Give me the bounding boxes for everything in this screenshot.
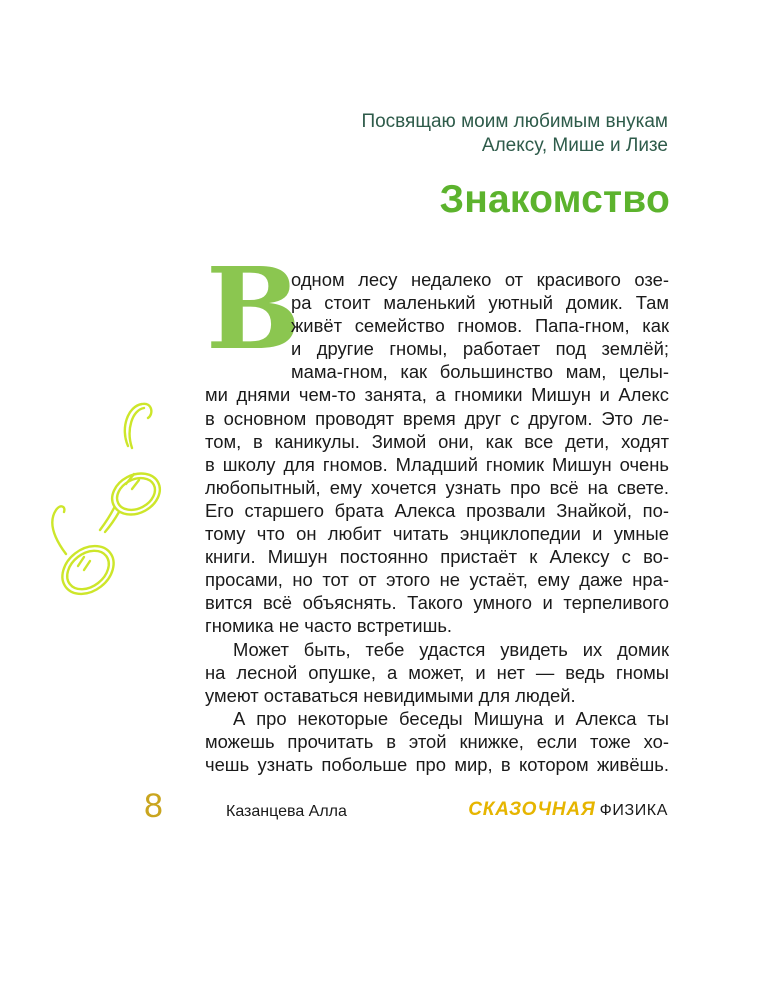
body-line: ми днями чем-то занята, а гномики Мишун и Алекс xyxy=(205,384,669,406)
body-line: книги. Мишун постоянно пристаёт к Алексу с во- xyxy=(205,546,669,568)
body-text xyxy=(205,268,669,776)
body-line: тому что он любит читать энциклопедии и умные xyxy=(205,523,669,545)
body-line: том, в каникулы. Зимой они, как все дети, ходят xyxy=(205,430,669,452)
body-line: любопытный, ему хочется узнать про всё на свете. xyxy=(205,476,669,498)
body-line: умеют оставаться невидимыми для людей. xyxy=(205,684,576,706)
glasses-icon xyxy=(40,398,180,623)
series-title-main: ФИЗИКА xyxy=(599,802,668,819)
body-line: Может быть, тебе удастся увидеть их домик xyxy=(233,638,669,660)
body-line: одном лесу недалеко от красивого озе- xyxy=(291,269,669,290)
page-number: 8 xyxy=(144,787,163,825)
body-line: ра стоит маленький уютный домик. Там xyxy=(291,292,669,314)
body-line: можешь прочитать в этой книжке, если тоже хо- xyxy=(205,730,669,752)
dedication xyxy=(361,110,668,158)
body-line: Его старшего брата Алекса прозвали Знайкой, по- xyxy=(205,499,669,521)
body-line: просами, но тот от этого не устаёт, ему даже нра- xyxy=(205,569,669,591)
dedication-line-2: Алексу, Мише и Лизе xyxy=(481,135,668,156)
body-line: чешь узнать побольше про мир, в котором живёшь. xyxy=(205,753,669,775)
dedication-line-1: Посвящаю моим любимым внукам xyxy=(361,111,668,132)
chapter-title: Знакомство xyxy=(439,178,670,221)
drop-cap: В xyxy=(206,244,301,375)
body-line: А про некоторые беседы Мишуна и Алекса ты xyxy=(233,707,669,729)
body-line: в школу для гномов. Младший гномик Мишун очень xyxy=(205,453,669,475)
body-line: мама-гном, как большинство мам, целы- xyxy=(291,361,669,383)
body-line: на лесной опушке, а может, и нет — ведь гномы xyxy=(205,661,669,683)
body-line: гномика не часто встретишь. xyxy=(205,615,453,637)
series-title-accent: СКАЗОЧНАЯ xyxy=(468,799,596,820)
body-line: и другие гномы, работает под землёй; xyxy=(291,338,669,360)
body-line: живёт семейство гномов. Папа-гном, как xyxy=(291,315,669,337)
body-line: вится всё объяснять. Такого умного и терпеливого xyxy=(205,592,669,614)
body-line: в основном проводят время друг с другом. Это ле- xyxy=(205,407,669,429)
author-name: Казанцева Алла xyxy=(226,803,347,820)
series-title xyxy=(468,799,668,821)
